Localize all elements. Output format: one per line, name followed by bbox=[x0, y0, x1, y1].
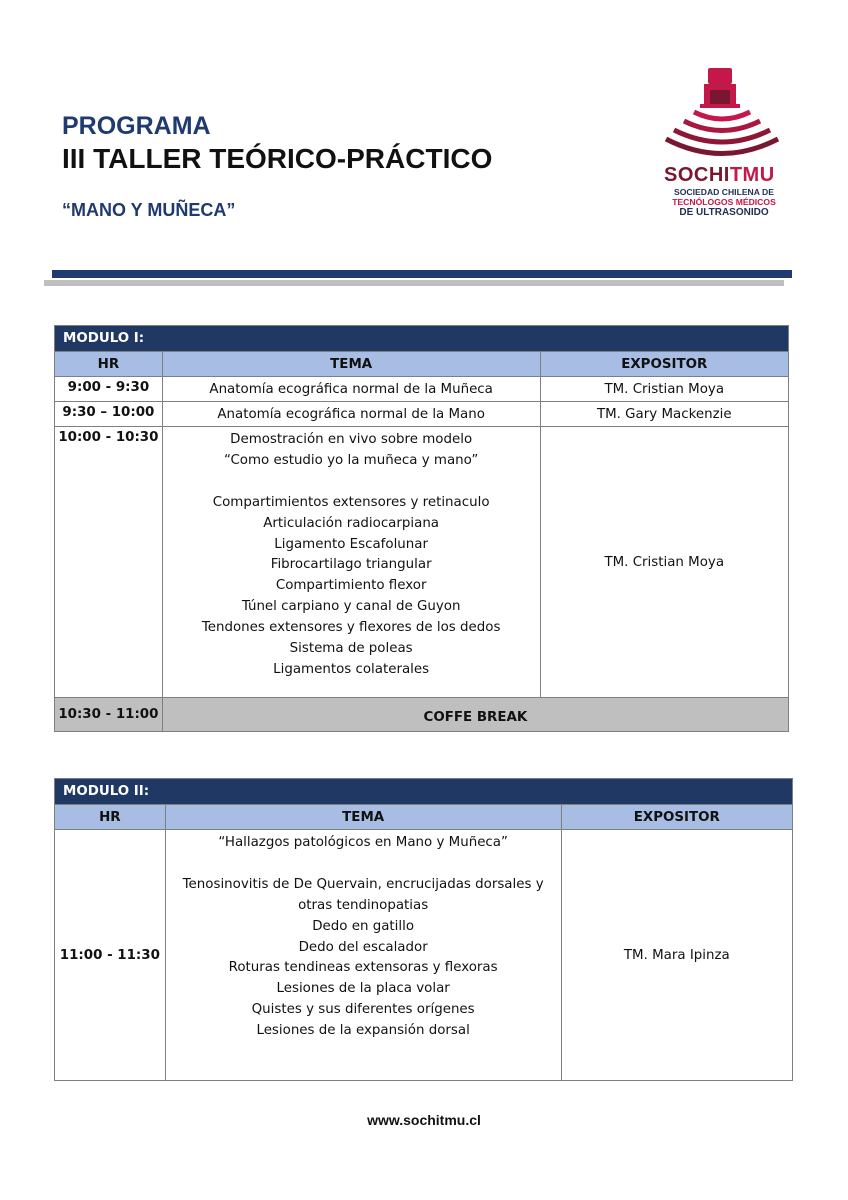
topic-cell bbox=[165, 830, 561, 1081]
topic-line: Sistema de poleas bbox=[289, 641, 413, 657]
time-cell: 9:30 – 10:00 bbox=[55, 402, 163, 427]
topic-line: Dedo en gatillo bbox=[312, 918, 415, 934]
speaker-cell: TM. Cristian Moya bbox=[540, 427, 788, 698]
topic-line: Demostración en vivo sobre modelo bbox=[230, 432, 473, 447]
time-cell: 11:00 - 11:30 bbox=[55, 830, 166, 1081]
topic-cell bbox=[162, 377, 540, 402]
workshop-title: III TALLER TEÓRICO-PRÁCTICO bbox=[62, 143, 493, 174]
time-cell: 10:00 - 10:30 bbox=[55, 427, 163, 698]
topic-line: Ligamento Escafolunar bbox=[274, 536, 428, 552]
module-2-title: MODULO II: bbox=[55, 779, 793, 805]
logo-subtitle-3: DE ULTRASONIDO bbox=[679, 207, 769, 218]
topic-line: otras tendinopatias bbox=[298, 897, 429, 913]
topic-line: “Como estudio yo la muñeca y mano” bbox=[223, 452, 479, 468]
topic-line: Lesiones de la expansión dorsal bbox=[256, 1023, 470, 1039]
title-block bbox=[62, 112, 492, 221]
module-1-title: MODULO I: bbox=[55, 326, 789, 352]
table-row bbox=[55, 427, 789, 698]
column-header-hr: HR bbox=[55, 805, 166, 830]
column-header-row bbox=[55, 805, 793, 830]
speaker-cell: TM. Mara Ipinza bbox=[561, 830, 792, 1081]
topic-cell bbox=[162, 402, 540, 427]
topic-line: Tendones extensores y flexores de los dedos bbox=[201, 620, 501, 636]
module-2-header bbox=[55, 779, 793, 805]
column-header-tema: TEMA bbox=[162, 352, 540, 377]
column-header-expositor: EXPOSITOR bbox=[561, 805, 792, 830]
topic-line: “Hallazgos patológicos en Mano y Muñeca” bbox=[218, 835, 508, 850]
time-cell: 10:30 - 11:00 bbox=[55, 698, 163, 732]
column-header-tema: TEMA bbox=[165, 805, 561, 830]
topic-spacer bbox=[163, 472, 540, 493]
topic-line: Fibrocartilago triangular bbox=[270, 557, 432, 573]
topic-line: Ligamentos colaterales bbox=[273, 661, 430, 677]
coffee-break-row bbox=[55, 698, 789, 732]
logo-subtitle-2: TECNÓLOGOS MÉDICOS bbox=[672, 197, 776, 207]
website-link[interactable]: www.sochitmu.cl bbox=[367, 1112, 481, 1128]
topic-line: Tenosinovitis de De Quervain, encrucijadas dorsales y bbox=[182, 876, 544, 892]
topic-line: Anatomía ecográfica normal de la Mano bbox=[217, 407, 485, 422]
logo-subtitle-1: SOCIEDAD CHILENA DE bbox=[674, 187, 774, 197]
sochitmu-logo bbox=[660, 66, 784, 226]
topic-line: Anatomía ecográfica normal de la Muñeca bbox=[209, 382, 493, 397]
topic-line: Compartimientos extensores y retinaculo bbox=[212, 494, 490, 510]
speaker-cell: TM. Cristian Moya bbox=[540, 377, 788, 402]
topic-line: Roturas tendineas extensoras y flexoras bbox=[228, 960, 498, 976]
column-header-hr: HR bbox=[55, 352, 163, 377]
table-row bbox=[55, 402, 789, 427]
topic-line: Quistes y sus diferentes orígenes bbox=[251, 1002, 475, 1018]
topic-line: Articulación radiocarpiana bbox=[263, 515, 440, 531]
topic-line: Dedo del escalador bbox=[298, 939, 428, 955]
time-cell: 9:00 - 9:30 bbox=[55, 377, 163, 402]
module-1-header bbox=[55, 326, 789, 352]
module-1-table bbox=[54, 325, 789, 732]
speaker-cell: TM. Gary Mackenzie bbox=[540, 402, 788, 427]
table-row bbox=[55, 830, 793, 1081]
logo-wordmark: SOCHITMU bbox=[664, 164, 775, 186]
coffee-break-label: COFFE BREAK bbox=[162, 698, 788, 732]
workshop-subtitle: “MANO Y MUÑECA” bbox=[62, 200, 236, 220]
topic-cell bbox=[162, 427, 540, 698]
topic-line: Lesiones de la placa volar bbox=[276, 981, 450, 997]
column-header-expositor: EXPOSITOR bbox=[540, 352, 788, 377]
topic-line: Compartimiento flexor bbox=[275, 578, 427, 594]
divider bbox=[52, 270, 792, 278]
topic-spacer bbox=[166, 854, 561, 875]
ultrasound-probe-icon bbox=[660, 66, 784, 166]
topic-line: Túnel carpiano y canal de Guyon bbox=[241, 599, 461, 615]
divider-shadow bbox=[44, 280, 784, 286]
module-2-table bbox=[54, 778, 793, 1081]
program-label: PROGRAMA bbox=[62, 112, 211, 140]
column-header-row bbox=[55, 352, 789, 377]
table-row bbox=[55, 377, 789, 402]
